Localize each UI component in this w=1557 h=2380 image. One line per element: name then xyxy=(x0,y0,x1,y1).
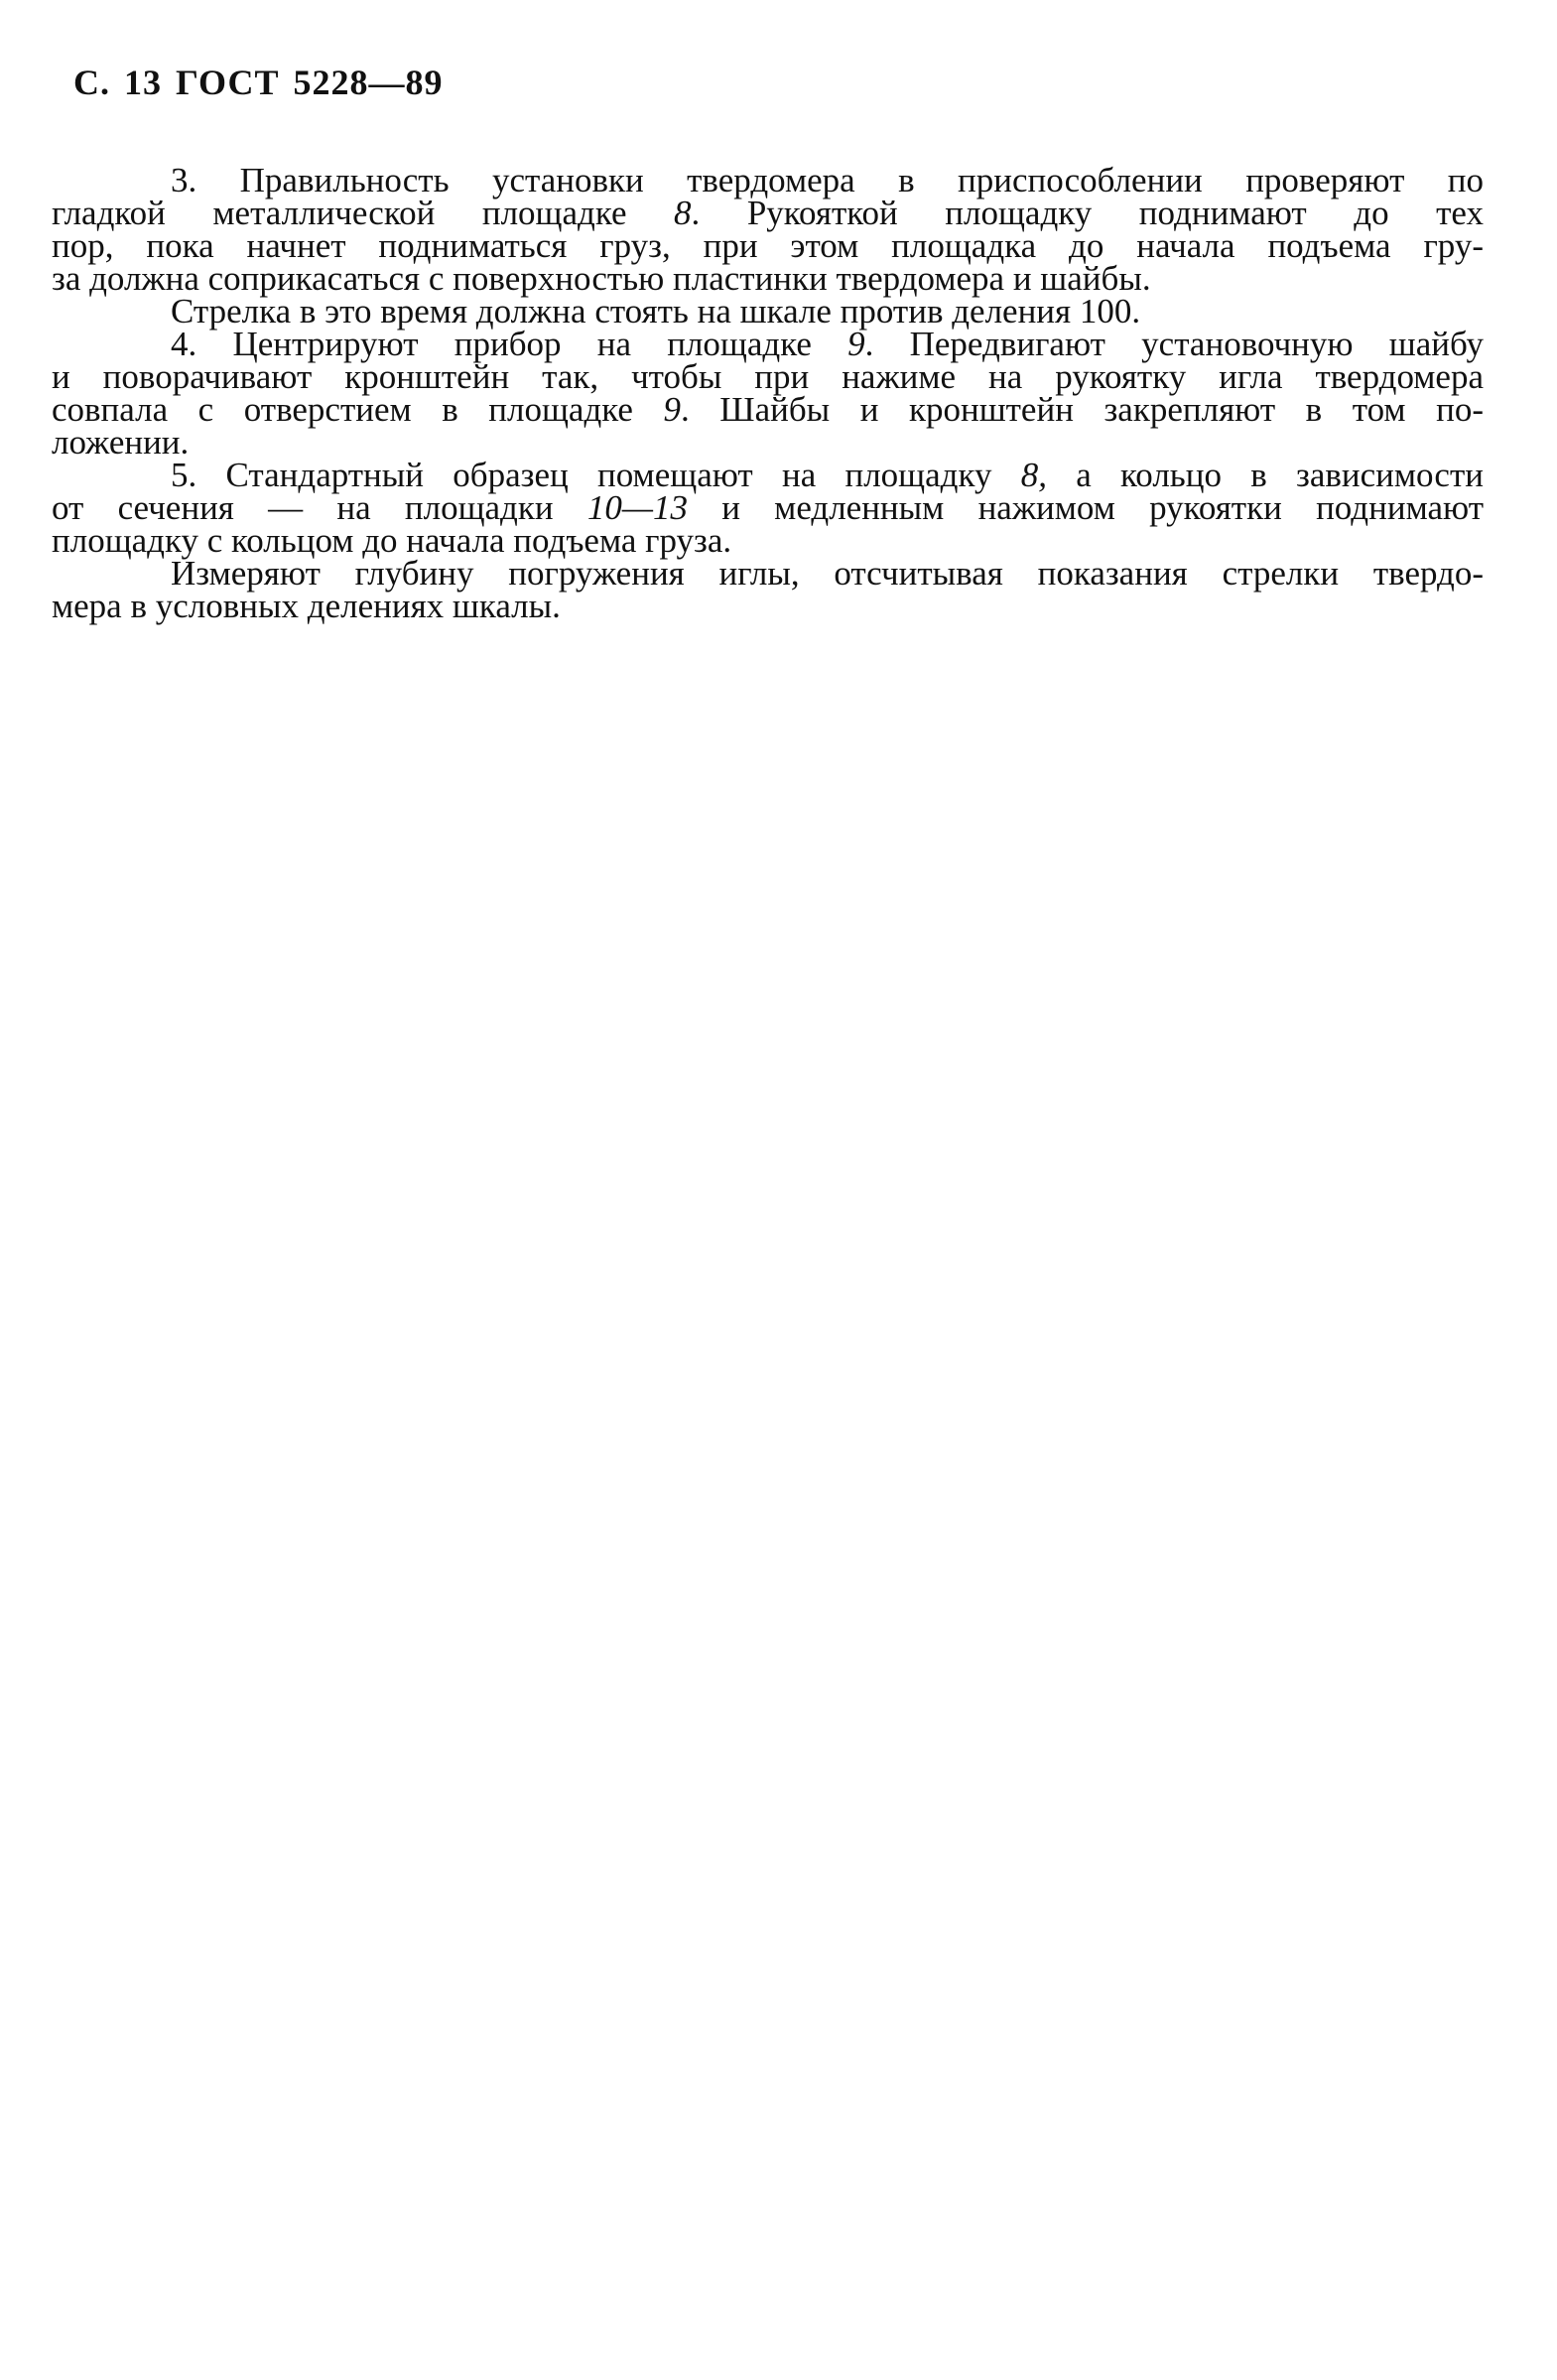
text-line: Стрелка в это время должна стоять на шкале против деления 100. xyxy=(171,292,1141,331)
reference-number: 9 xyxy=(663,390,681,429)
text-line: за должна соприкасаться с поверхностью пластинки твердомера и шайбы. xyxy=(52,259,1151,298)
text-run: . Шайбы и кронштейн закрепляют в том по- xyxy=(680,390,1484,429)
text-run: . Передвигают установочную шайбу xyxy=(864,325,1484,363)
standard-label: ГОСТ xyxy=(176,63,280,102)
text-line: площадку с кольцом до начала подъема груза. xyxy=(52,521,732,560)
text-line: Измеряют глубину погружения иглы, отсчитывая показания стрелки твердо- xyxy=(171,554,1484,593)
text-run: 4. Центрируют прибор на площадке xyxy=(171,325,848,363)
standard-number: 5228—89 xyxy=(293,63,444,102)
text-run: и медленным нажимом рукоятки поднимают xyxy=(687,488,1484,527)
body-text xyxy=(52,161,1484,625)
reference-number: 8 xyxy=(674,194,692,232)
text-run: гладкой металлической площадке xyxy=(52,194,675,232)
text-line: 3. Правильность установки твердомера в приспособлении проверяют по xyxy=(171,161,1484,199)
paragraph-3-continued xyxy=(119,292,1484,331)
text-line: ложении. xyxy=(52,423,190,462)
reference-number: 9 xyxy=(847,325,865,363)
text-line: пор, пока начнет подниматься груз, при этом площадка до начала подъема гру- xyxy=(52,226,1484,265)
reference-number: 8, xyxy=(1020,456,1047,494)
page-prefix: С. xyxy=(73,63,110,102)
text-line xyxy=(52,390,1484,429)
text-line: и поворачивают кронштейн так, чтобы при нажиме на рукоятку игла твердомера xyxy=(52,357,1484,396)
text-line xyxy=(119,325,1484,363)
text-line xyxy=(52,194,1484,232)
text-run: от сечения — на площадки xyxy=(52,488,587,527)
text-run: . Рукояткой площадку поднимают до тех xyxy=(691,194,1484,232)
text-run: совпала с отверстием в площадке xyxy=(52,390,664,429)
paragraph-6 xyxy=(52,554,1484,625)
text-run: 5. Стандартный образец помещают на площадку xyxy=(171,456,1021,494)
reference-range: 10—13 xyxy=(586,488,688,527)
page-number: 13 xyxy=(124,63,162,102)
page-header xyxy=(73,62,443,103)
text-line: мера в условных делениях шкалы. xyxy=(52,587,561,625)
paragraph-5 xyxy=(52,456,1484,560)
text-line xyxy=(119,456,1484,494)
text-line xyxy=(52,488,1484,527)
paragraph-3 xyxy=(52,161,1484,298)
paragraph-4 xyxy=(52,325,1484,462)
text-run: а кольцо в зависимости xyxy=(1047,456,1484,494)
